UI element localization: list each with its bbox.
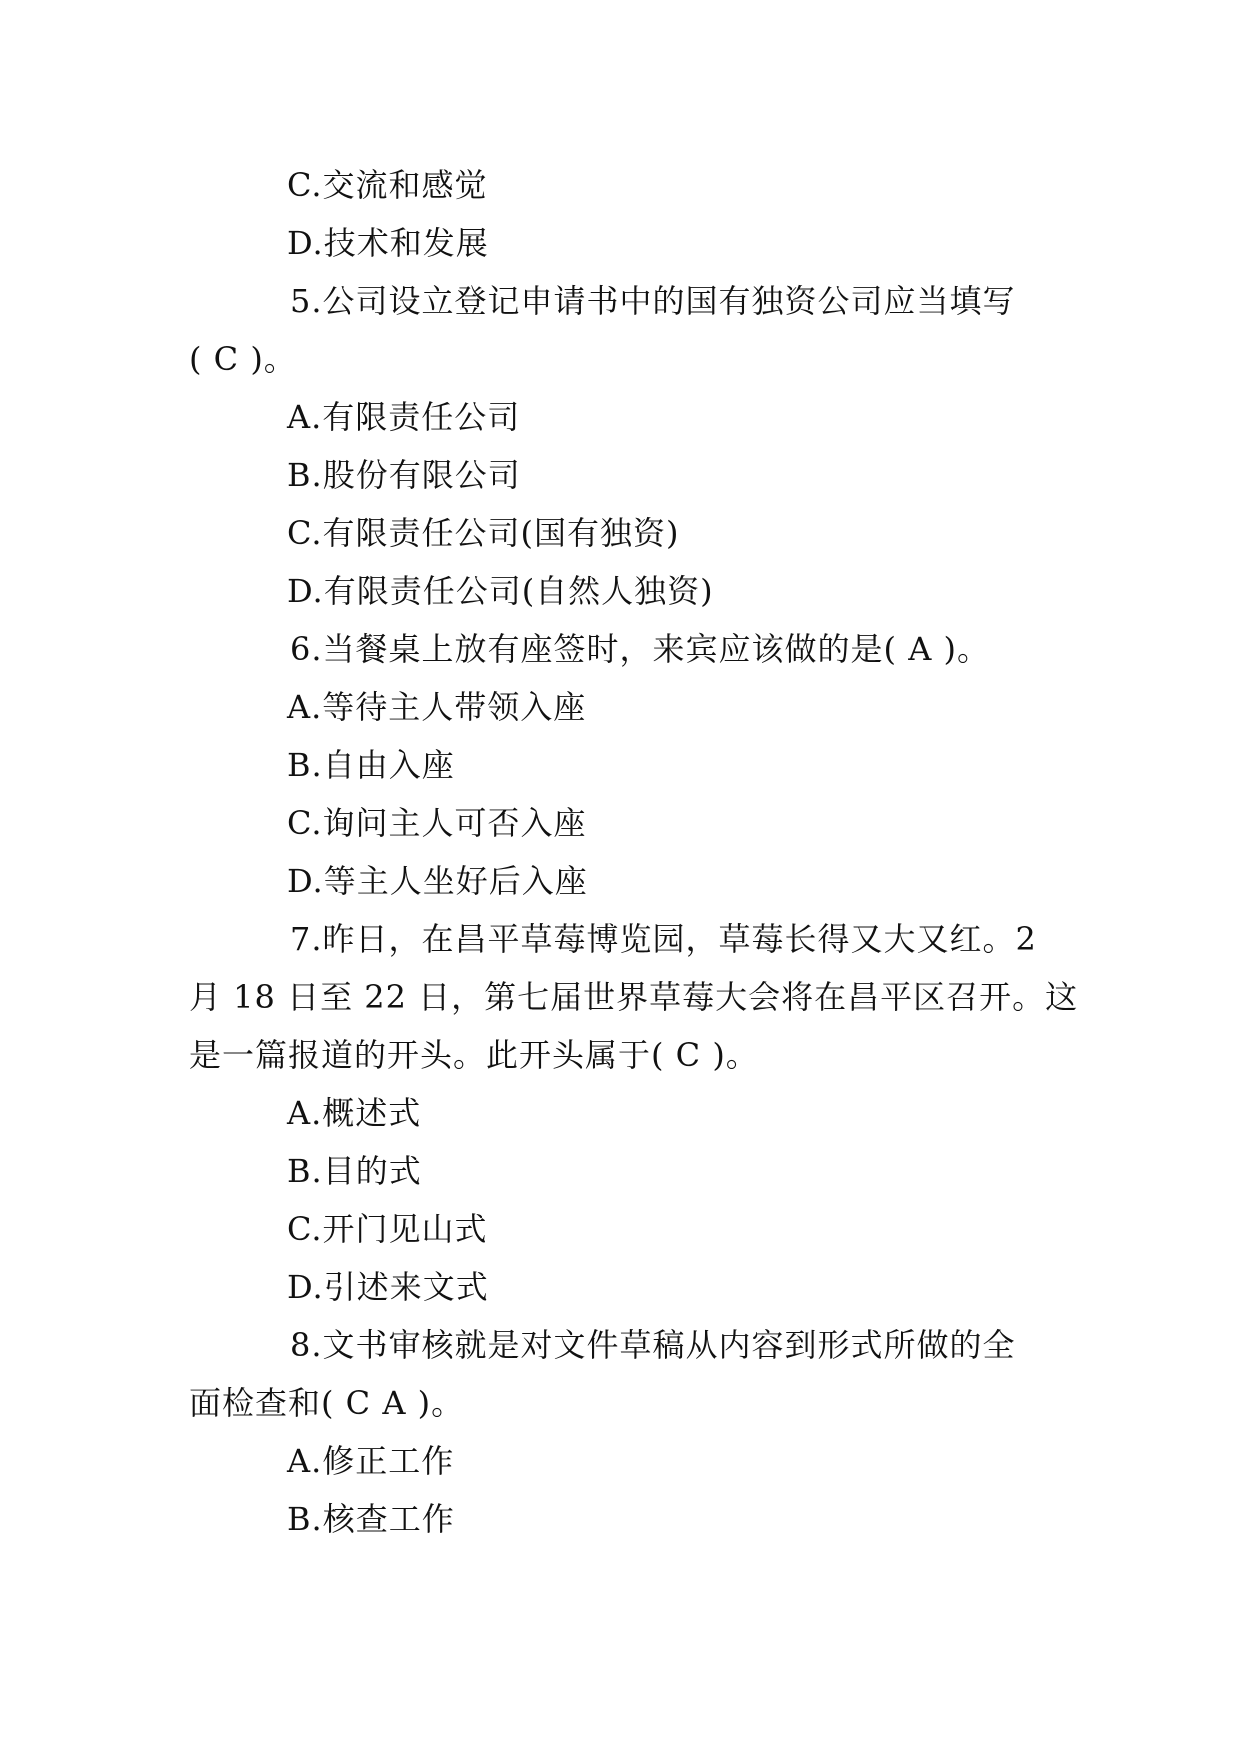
option-c-q5: C.有限责任公司(国有独资) xyxy=(287,514,680,552)
question-7-continuation-1: 月 18 日至 22 日，第七届世界草莓大会将在昌平区召开。这 xyxy=(189,978,1079,1016)
option-c-q6: C.询问主人可否入座 xyxy=(287,804,587,842)
option-a-q7: A.概述式 xyxy=(287,1094,422,1132)
option-a-q8: A.修正工作 xyxy=(287,1442,455,1480)
option-b-q7: B.目的式 xyxy=(287,1152,422,1190)
question-5-continuation: ( C )。 xyxy=(189,340,297,378)
option-d-q5: D.有限责任公司(自然人独资) xyxy=(287,572,714,610)
question-8-continuation: 面检查和( C A )。 xyxy=(189,1384,465,1422)
option-d-q4: D.技术和发展 xyxy=(287,224,489,262)
option-c-q4: C.交流和感觉 xyxy=(287,166,488,204)
question-8: 8.文书审核就是对文件草稿从内容到形式所做的全 xyxy=(290,1326,1016,1364)
option-a-q6: A.等待主人带领入座 xyxy=(287,688,587,726)
option-b-q5: B.股份有限公司 xyxy=(287,456,521,494)
question-5: 5.公司设立登记申请书中的国有独资公司应当填写 xyxy=(290,282,1016,320)
question-7-continuation-2: 是一篇报道的开头。此开头属于( C )。 xyxy=(189,1036,759,1074)
option-a-q5: A.有限责任公司 xyxy=(287,398,521,436)
option-b-q6: B.自由入座 xyxy=(287,746,455,784)
question-7: 7.昨日，在昌平草莓博览园，草莓长得又大又红。2 xyxy=(290,920,1037,958)
option-d-q6: D.等主人坐好后入座 xyxy=(287,862,588,900)
option-d-q7: D.引述来文式 xyxy=(287,1268,489,1306)
question-6: 6.当餐桌上放有座签时，来宾应该做的是( A )。 xyxy=(290,630,990,668)
option-b-q8: B.核查工作 xyxy=(287,1500,455,1538)
option-c-q7: C.开门见山式 xyxy=(287,1210,488,1248)
